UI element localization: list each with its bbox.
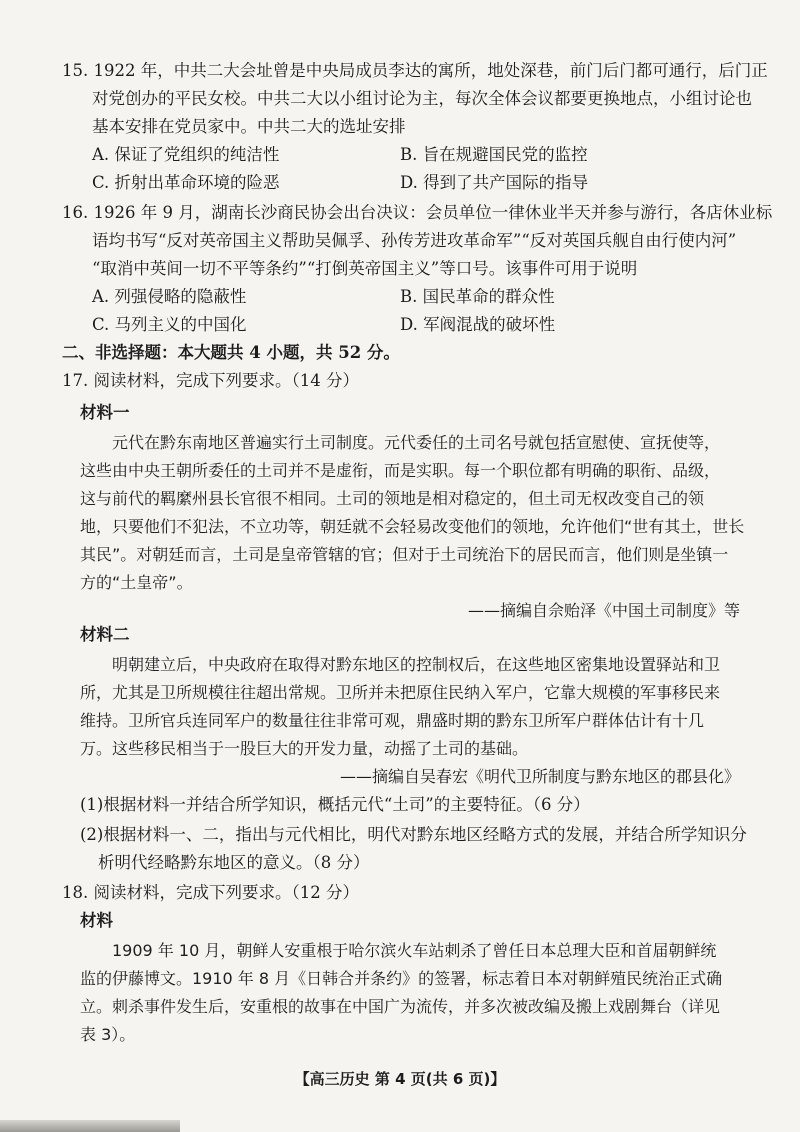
q17-material2-line: 明朝建立后，中央政府在取得对黔东地区的控制权后，在这些地区密集地设置驿站和卫 [112,655,721,674]
q16-option-a: A. 列强侵略的隐蔽性 [92,287,247,306]
q17-material1-line: 元代在黔东南地区普遍实行土司制度。元代委任的土司名号就包括宣慰使、宣抚使等， [112,433,721,452]
q16-option-b: B. 国民革命的群众性 [400,287,555,306]
q16-stem-line2: 语均书写“反对英帝国主义帮助吴佩孚、孙传芳进攻革命军”“反对英国兵舰自由行使内河” [92,231,737,250]
q17-material2-source: ——摘编自吴春宏《明代卫所制度与黔东地区的郡县化》 [339,767,740,786]
q17-subquestion-1: (1)根据材料一并结合所学知识，概括元代“土司”的主要特征。（6 分） [80,795,590,814]
q18-material-line: 1909 年 10 月，朝鲜人安重根于哈尔滨火车站刺杀了曾任日本总理大臣和首届朝鲜统 [112,941,717,960]
q17-material2-label: 材料二 [80,625,130,644]
q15-stem-line2: 对党创办的平民女校。中共二大以小组讨论为主，每次全体会议都要更换地点，小组讨论也 [92,89,752,108]
q17-material2-line: 维持。卫所官兵连同军户的数量往往非常可观，鼎盛时期的黔东卫所军户群体估计有十几 [80,711,705,730]
q17-material1-line: 地，只要他们不犯法，不立功等，朝廷就不会轻易改变他们的领地，允许他们“世有其土，世长 [80,517,745,536]
q16-option-d: D. 军阀混战的破坏性 [400,315,556,334]
q18-material-label: 材料 [80,911,113,930]
q15-option-c: C. 折射出革命环境的险恶 [92,173,280,192]
scan-edge-shadow [0,1120,180,1132]
q17-title: 17. 阅读材料，完成下列要求。（14 分） [62,371,359,390]
q18-title: 18. 阅读材料，完成下列要求。（12 分） [62,883,359,902]
q18-material-line: 立。刺杀事件发生后，安重根的故事在中国广为流传，并多次被改编及搬上戏剧舞台（详见 [80,997,721,1016]
q17-material1-line: 这与前代的羁縻州县长官很不相同。土司的领地是相对稳定的，但土司无权改变自己的领 [80,489,705,508]
q17-material2-line: 万。这些移民相当于一股巨大的开发力量，动摇了土司的基础。 [80,739,529,758]
q17-subquestion-2-line2: 析明代经略黔东地区的意义。（8 分） [98,853,370,872]
q15-stem-line1: 15. 1922 年，中共二大会址曾是中央局成员李达的寓所，地处深巷，前门后门都可通行，后门正 [62,61,768,80]
q16-stem-line1: 16. 1926 年 9 月，湖南长沙商民协会出台决议：会员单位一律休业半天并参与游行，各店休业标 [62,203,773,222]
q16-option-c: C. 马列主义的中国化 [92,315,247,334]
section2-heading: 二、非选择题：本大题共 4 小题，共 52 分。 [62,343,400,362]
q15-stem-line3: 基本安排在党员家中。中共二大的选址安排 [92,117,406,136]
q17-material1-source: ——摘编自佘贻泽《中国土司制度》等 [467,601,740,620]
q17-material1-label: 材料一 [80,403,130,422]
q15-option-b: B. 旨在规避国民党的监控 [400,145,588,164]
q17-material2-line: 所，尤其是卫所规模往往超出常规。卫所并未把原住民纳入军户，它靠大规模的军事移民来 [80,683,721,702]
q18-material-line: 表 3）。 [80,1025,136,1044]
q17-material1-line: 方的“土皇帝”。 [80,573,193,592]
q15-option-a: A. 保证了党组织的纯洁性 [92,145,280,164]
q15-option-d: D. 得到了共产国际的指导 [400,173,589,192]
page-footer: 【高三历史 第 4 页(共 6 页)】 [294,1070,506,1088]
q16-stem-line3: “取消中英间一切不平等条约”“打倒英帝国主义”等口号。该事件可用于说明 [92,259,638,278]
q17-material1-line: 这些由中央王朝所委任的土司并不是虚衔，而是实职。每一个职位都有明确的职衔、品级， [80,461,721,480]
q18-material-line: 监的伊藤博文。1910 年 8 月《日韩合并条约》的签署，标志着日本对朝鲜殖民统治正式确 [80,969,723,988]
q17-material1-line: 其民”。对朝廷而言，土司是皇帝管辖的官；但对于土司统治下的居民而言，他们则是坐镇一 [80,545,729,564]
q17-subquestion-2-line1: (2)根据材料一、二，指出与元代相比，明代对黔东地区经略方式的发展，并结合所学知识分 [80,825,747,844]
